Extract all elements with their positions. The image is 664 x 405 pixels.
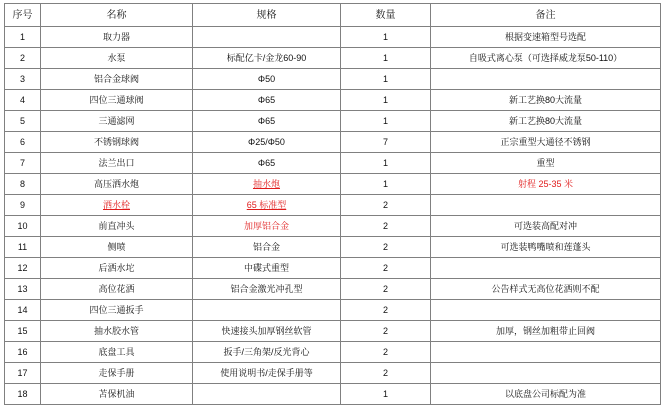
cell-qty: 1: [341, 27, 431, 48]
cell-qty: 7: [341, 132, 431, 153]
cell-name: 四位三通扳手: [41, 300, 193, 321]
table-row: [5, 384, 661, 405]
cell-index: 14: [5, 300, 41, 321]
table-row: [5, 216, 661, 237]
table-row: [5, 90, 661, 111]
table-row: [5, 237, 661, 258]
cell-name: 取力器: [41, 27, 193, 48]
cell-spec: [193, 27, 341, 48]
cell-spec: 使用说明书/走保手册等: [193, 363, 341, 384]
cell-spec: Φ25/Φ50: [193, 132, 341, 153]
cell-note: 可选装高配对冲: [431, 216, 661, 237]
cell-note: 公告样式无高位花洒则不配: [431, 279, 661, 300]
cell-qty: 1: [341, 384, 431, 405]
cell-qty: 2: [341, 300, 431, 321]
cell-index: 8: [5, 174, 41, 195]
cell-qty: 2: [341, 279, 431, 300]
table-row: [5, 132, 661, 153]
cell-name: 后洒水坨: [41, 258, 193, 279]
cell-qty: 1: [341, 90, 431, 111]
cell-spec: 中碟式重型: [193, 258, 341, 279]
cell-name: 法兰出口: [41, 153, 193, 174]
table-row: [5, 279, 661, 300]
cell-qty: 2: [341, 258, 431, 279]
cell-index: 11: [5, 237, 41, 258]
table-row: [5, 69, 661, 90]
cell-qty: 1: [341, 153, 431, 174]
table-header: [5, 4, 661, 27]
cell-spec: Φ50: [193, 69, 341, 90]
cell-spec: 铝合金: [193, 237, 341, 258]
cell-index: 2: [5, 48, 41, 69]
cell-note: 根据变速箱型号选配: [431, 27, 661, 48]
cell-spec: 标配亿卡/金龙60-90: [193, 48, 341, 69]
table-row: [5, 174, 661, 195]
table-row: [5, 300, 661, 321]
cell-note: [431, 195, 661, 216]
cell-qty: 1: [341, 174, 431, 195]
cell-index: 6: [5, 132, 41, 153]
column-header-spec: 规格: [193, 4, 341, 27]
cell-qty: 2: [341, 342, 431, 363]
cell-spec: 扳手/三角架/反光背心: [193, 342, 341, 363]
column-header-name: 名称: [41, 4, 193, 27]
cell-name: 洒水栓: [41, 195, 193, 216]
cell-qty: 2: [341, 195, 431, 216]
cell-qty: 2: [341, 363, 431, 384]
cell-name: 铝合金球阀: [41, 69, 193, 90]
cell-qty: 2: [341, 321, 431, 342]
cell-note: 新工艺换80大流量: [431, 111, 661, 132]
cell-qty: 1: [341, 111, 431, 132]
cell-note: 加厚，钢丝加粗带止回阀: [431, 321, 661, 342]
cell-qty: 1: [341, 48, 431, 69]
cell-index: 9: [5, 195, 41, 216]
cell-note: [431, 258, 661, 279]
cell-spec: 加厚铝合金: [193, 216, 341, 237]
cell-spec: 铝合金激光冲孔型: [193, 279, 341, 300]
cell-spec: 快速接头加厚钢丝软管: [193, 321, 341, 342]
table-row: [5, 321, 661, 342]
cell-spec: 65 标准型: [193, 195, 341, 216]
cell-note: 以底盘公司标配为准: [431, 384, 661, 405]
cell-name: 三通滤网: [41, 111, 193, 132]
cell-name: 水泵: [41, 48, 193, 69]
column-header-qty: 数量: [341, 4, 431, 27]
cell-index: 18: [5, 384, 41, 405]
cell-name: 四位三通球阀: [41, 90, 193, 111]
cell-qty: 2: [341, 216, 431, 237]
cell-index: 5: [5, 111, 41, 132]
table-row: [5, 342, 661, 363]
cell-qty: 1: [341, 69, 431, 90]
cell-note: [431, 342, 661, 363]
cell-name: 高位花洒: [41, 279, 193, 300]
table-row: [5, 48, 661, 69]
cell-index: 12: [5, 258, 41, 279]
table-row: [5, 153, 661, 174]
cell-name: 不锈钢球阀: [41, 132, 193, 153]
cell-spec: Φ65: [193, 153, 341, 174]
cell-index: 7: [5, 153, 41, 174]
cell-note: 自吸式离心泵（可选择威龙泵50-110）: [431, 48, 661, 69]
cell-note: 可选装鸭嘴喷和莲蓬头: [431, 237, 661, 258]
cell-spec: [193, 384, 341, 405]
cell-name: 前直冲头: [41, 216, 193, 237]
cell-name: 走保手册: [41, 363, 193, 384]
cell-note: [431, 300, 661, 321]
column-header-index: 序号: [5, 4, 41, 27]
cell-name: 苫保机油: [41, 384, 193, 405]
cell-spec: 抽水炮: [193, 174, 341, 195]
cell-index: 1: [5, 27, 41, 48]
cell-index: 16: [5, 342, 41, 363]
cell-index: 17: [5, 363, 41, 384]
cell-name: 高压洒水炮: [41, 174, 193, 195]
cell-spec: [193, 300, 341, 321]
cell-index: 15: [5, 321, 41, 342]
cell-name: 底盘工具: [41, 342, 193, 363]
table-body: [5, 27, 661, 405]
table-row: [5, 258, 661, 279]
cell-name: 侧喷: [41, 237, 193, 258]
cell-note: 正宗重型大通径不锈钢: [431, 132, 661, 153]
table-row: [5, 363, 661, 384]
cell-spec: Φ65: [193, 111, 341, 132]
table-row: [5, 195, 661, 216]
column-header-note: 备注: [431, 4, 661, 27]
cell-spec: Φ65: [193, 90, 341, 111]
cell-index: 10: [5, 216, 41, 237]
cell-note: 重型: [431, 153, 661, 174]
cell-note: [431, 69, 661, 90]
cell-index: 13: [5, 279, 41, 300]
cell-qty: 2: [341, 237, 431, 258]
cell-name: 抽水胶水管: [41, 321, 193, 342]
cell-index: 3: [5, 69, 41, 90]
cell-note: 新工艺换80大流量: [431, 90, 661, 111]
table-header-row: [5, 4, 661, 27]
table-row: [5, 27, 661, 48]
cell-note: 射程 25-35 米: [431, 174, 661, 195]
parts-table: [4, 3, 661, 405]
cell-index: 4: [5, 90, 41, 111]
cell-note: [431, 363, 661, 384]
table-row: [5, 111, 661, 132]
